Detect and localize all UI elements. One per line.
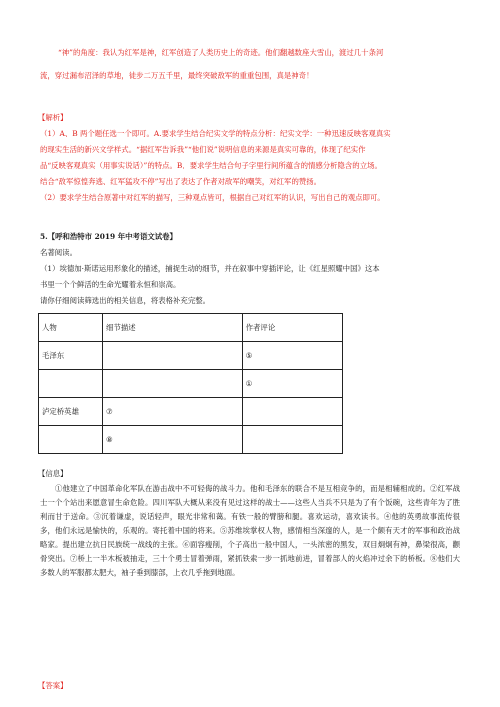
intro-line-1: “神”的角度：我认为红军是神，红军创造了人类历史上的奇迹。他们翻越数座大雪山，渡过几十条河: [58, 48, 384, 57]
analysis-line-4: 结合“敌军惊惶奔逃、红军猛攻不停”写出了表达了作者对敌军的嘲笑，对红军的赞扬。: [40, 177, 322, 186]
intro-line-2: 流，穿过漏布沼泽的草地，徒步二万五千里，最终突破敌军的重重包围，真是神奇！: [40, 71, 314, 80]
answer-heading: 【答案】: [38, 681, 68, 690]
table-row: [39, 342, 343, 370]
table-cell[interactable]: ⑦: [103, 398, 243, 426]
analysis-line-3: 品“反映客观真实（用事实说话）”的特点。B．要求学生结合句子字里行间所蕴含的情感分析隐含的立场。: [40, 161, 382, 170]
table-header-row: [39, 314, 343, 342]
info-paragraph: ①他建立了中国革命化军队在游击战中不可轻侮的战斗力。他和毛泽东的联合不是互相竞争的，而是相辅相成的。②红军战士一个个站出来愿意冒生命危险。四川军队大概从来没有见过这样的战士——这些人当兵不只是为了有个饭碗，这些青年为了胜利而甘于送命。③沉着谦虚，说话轻声，眼光非常和蔼。有铁一般的臂膀和腿。喜欢运动，喜欢读书。④他的英勇故事流传很多，他们永远是愉快的，乐观的。寄托着中国的将来。⑤苏维埃掌权人物，感情相当深邃的人，是一个颇有天才的军事和政治战略家。提出建立抗日民族统一战线的主张。⑥面容瘦削，个子高出一般中国人，一头浓密的黑发，双目炯炯有神，鼻梁很高，颧骨突出。⑦桥上一半木板被抽走，三十个勇士冒着弹雨，紧抓铁索一步一抓地前进，冒着部人的火焰冲过余下的桥板。⑧他们大多数人的军服都太肥大，袖子垂到膝部，上衣几乎拖到地面。: [40, 484, 460, 577]
table-cell: [39, 426, 103, 454]
answer-table: [38, 313, 343, 454]
table-row: [39, 426, 343, 454]
table-cell[interactable]: [103, 342, 243, 370]
table-header-detail: 细节描述: [103, 314, 243, 342]
table-cell[interactable]: ⑧: [103, 426, 243, 454]
analysis-line-2: 的现实生活的新兴文学样式。“据红军告诉我”“他们说”说明信息的来源是真实可靠的，体现了纪实作: [40, 145, 366, 154]
table-row: [39, 398, 343, 426]
table-cell: [39, 370, 103, 398]
question-instruction: 请你仔细阅读筛选出的相关信息，将表格补充完整。: [40, 296, 210, 305]
table-cell[interactable]: [242, 398, 342, 426]
question-1-line-2: 书里一个个鲜活的生命光耀着永恒和崇高。: [40, 280, 181, 289]
table-row: [39, 370, 343, 398]
question-type: 名著阅读。: [40, 248, 77, 257]
question-1-line-1: （1）埃德加·斯诺运用形象化的描述，捕捉生动的细节，并在叙事中穿插评论，让《红星照耀中国》这本: [40, 264, 380, 273]
table-cell: 毛泽东: [39, 342, 103, 370]
question-title: 5.【呼和浩特市 2019 年中考语文试卷】: [40, 232, 177, 241]
table-cell[interactable]: ⑤: [242, 342, 342, 370]
analysis-heading: 【解析】: [38, 113, 68, 122]
table-cell[interactable]: [242, 426, 342, 454]
info-heading: 【信息】: [38, 469, 68, 478]
table-cell[interactable]: ①: [242, 370, 342, 398]
table-header-person: 人物: [39, 314, 103, 342]
analysis-line-1: （1）A、B 两个题任选一个即可。A.要求学生结合纪实文学的特点分析：纪实文学：一种迅速反映客观真实: [40, 129, 391, 138]
table-cell: 泸定桥英雄: [39, 398, 103, 426]
analysis-line-5: （2）要求学生结合原著中对红军的描写，三种观点皆可，根据自己对红军的认识，写出自己的观点即可。: [40, 193, 385, 202]
table-header-comment: 作者评论: [242, 314, 342, 342]
table-cell[interactable]: [103, 370, 243, 398]
